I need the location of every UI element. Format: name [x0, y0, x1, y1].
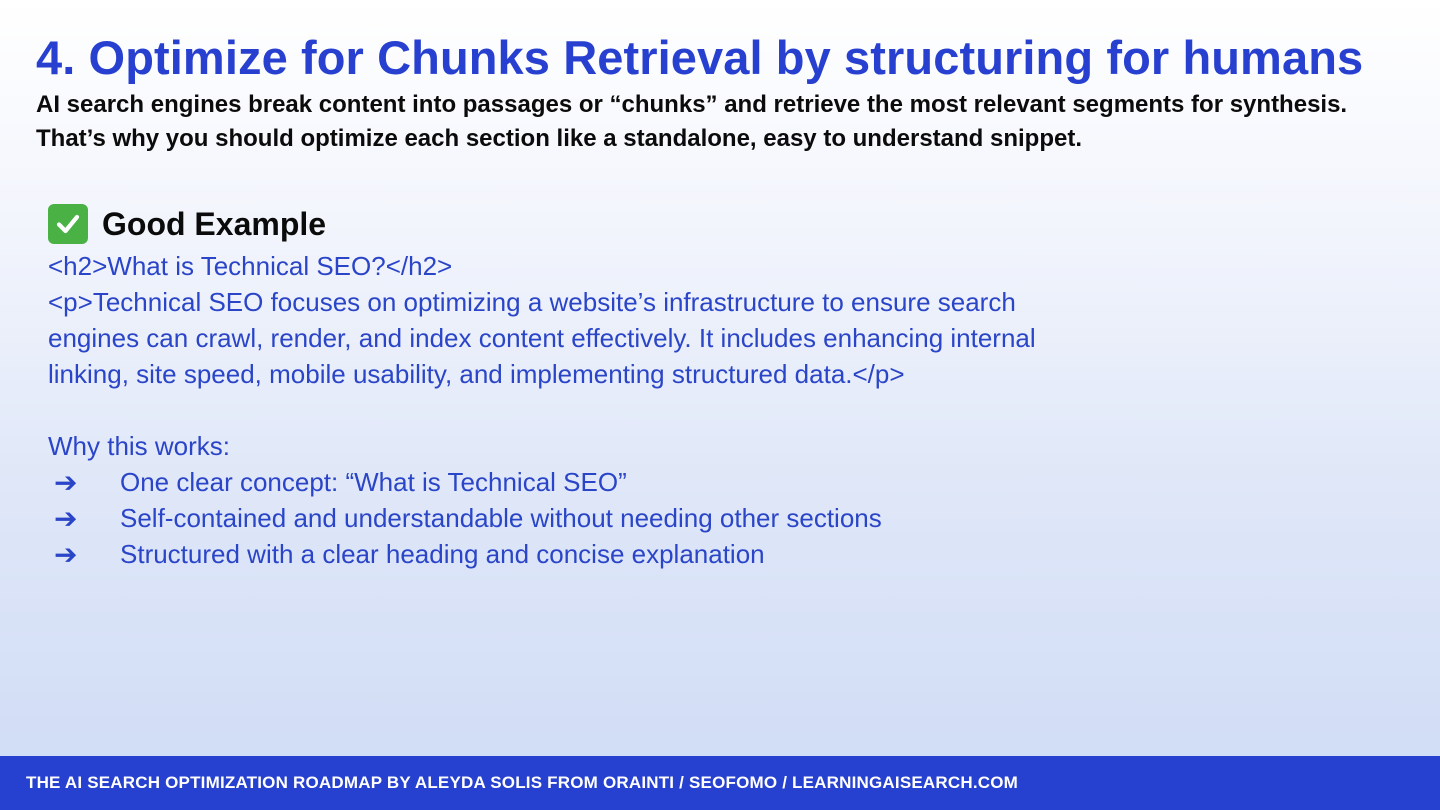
list-item [48, 500, 1248, 536]
code-paragraph-line: engines can crawl, render, and index content effectively. It includes enhancing internal [48, 323, 1036, 353]
example-heading [48, 200, 1248, 248]
right-arrow-icon: ➔ [54, 538, 78, 570]
code-heading: <h2>What is Technical SEO?</h2> [48, 251, 453, 281]
list-item-text: One clear concept: “What is Technical SEO” [120, 466, 627, 497]
reasons-list [48, 464, 1248, 572]
footer-credit: THE AI SEARCH OPTIMIZATION ROADMAP BY ALEYDA SOLIS FROM ORAINTI / SEOFOMO / LEARNINGAISEARCH.COM [26, 773, 1019, 792]
footer-bar [0, 756, 1440, 810]
right-arrow-icon: ➔ [54, 466, 78, 498]
good-example-section [48, 200, 1248, 572]
list-item [48, 536, 1248, 572]
why-label: Why this works: [48, 431, 231, 461]
code-paragraph-line: linking, site speed, mobile usability, and implementing structured data.</p> [48, 359, 905, 389]
list-item-text: Structured with a clear heading and concise explanation [120, 538, 765, 569]
code-paragraph-line: <p>Technical SEO focuses on optimizing a website’s infrastructure to ensure search [48, 287, 1016, 317]
check-mark-icon [48, 204, 88, 244]
code-paragraph [48, 284, 1248, 392]
list-item-text: Self-contained and understandable without needing other sections [120, 502, 882, 533]
page-subtitle: AI search engines break content into passages or “chunks” and retrieve the most relevant segments for synthesis. That’s why you should optimize each section like a standalone, easy to understand snippet. [36, 91, 1348, 152]
right-arrow-icon: ➔ [54, 502, 78, 534]
example-heading-label: Good Example [102, 205, 327, 242]
page-title: 4. Optimize for Chunks Retrieval by structuring for humans [36, 31, 1364, 84]
list-item [48, 464, 1248, 500]
